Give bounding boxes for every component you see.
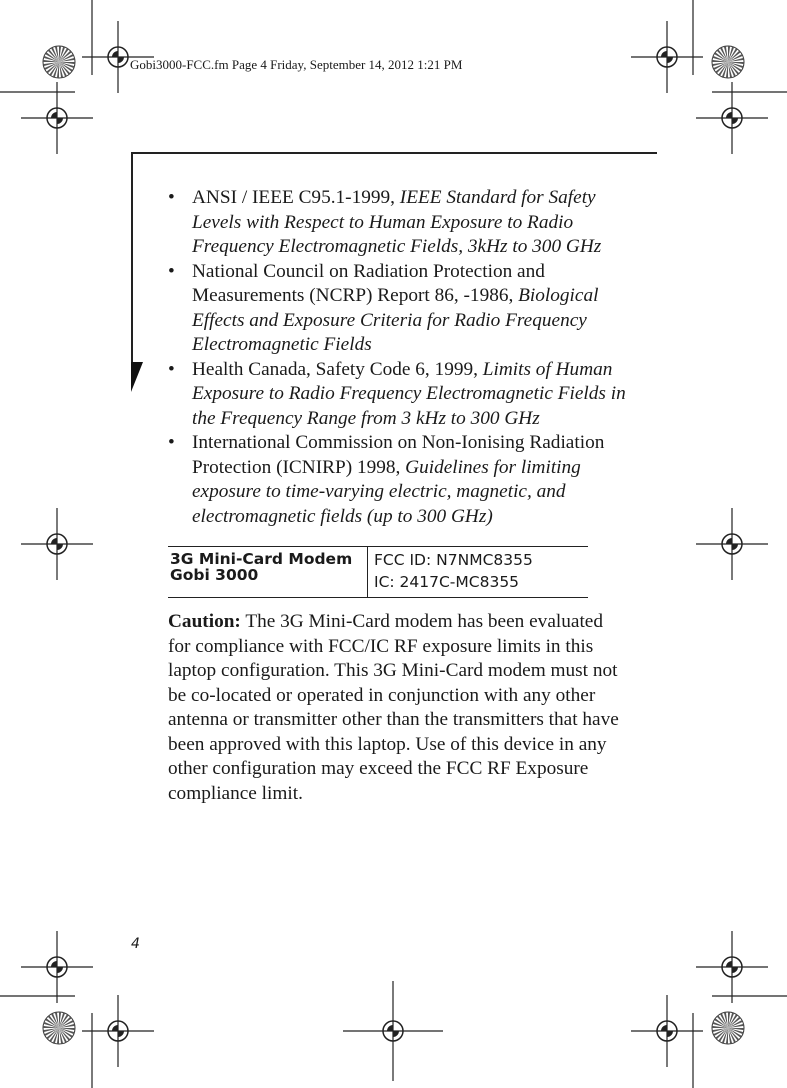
model-cell [168, 547, 368, 598]
crosshair-icon [21, 508, 93, 580]
reference-text: ANSI / IEEE C95.1-1999, [192, 187, 400, 208]
crosshair-icon [631, 995, 703, 1067]
bullet: • [168, 358, 175, 380]
crosshair-icon [343, 981, 443, 1081]
bullet: • [168, 260, 175, 282]
margin-rule [131, 152, 133, 362]
caution-paragraph [168, 610, 623, 806]
star-target-icon [712, 1012, 744, 1044]
reference-title: IEEE Standard for Safety Levels with Respect to Human Exposure to Radio Frequency Electromagnetic Fields, 3kHz to 300 GHz [192, 187, 602, 257]
page-content [168, 186, 628, 825]
reference-title: Limits of Human Exposure to Radio Frequency Electromagnetic Fields in the Frequency Range from 3 kHz to 300 GHz [192, 358, 626, 429]
bullet: • [168, 187, 175, 208]
crosshair-icon [696, 82, 768, 154]
reference-title: Guidelines for limiting exposure to time-varying electric, magnetic, and electromagnetic fields (up to 300 GHz) [192, 456, 581, 527]
reference-text: Health Canada, Safety Code 6, 1999, [192, 358, 483, 380]
caution-label: Caution: [168, 611, 241, 632]
list-item [168, 260, 628, 358]
model-name: 3G Mini-Card Modem [170, 550, 353, 568]
device-id-table [168, 546, 588, 598]
star-target-icon [712, 46, 744, 78]
crosshair-icon [631, 21, 703, 93]
bullet: • [168, 432, 175, 453]
ids-cell [368, 547, 589, 598]
ic-id: IC: 2417C-MC8355 [374, 573, 520, 591]
fcc-id: FCC ID: N7NMC8355 [374, 551, 533, 569]
star-target-icon [43, 46, 75, 78]
file-info-header: Gobi3000-FCC.fm Page 4 Friday, September 14, 2012 1:21 PM [130, 57, 463, 72]
crosshair-icon [21, 82, 93, 154]
list-item [168, 186, 628, 260]
list-item [168, 431, 628, 529]
reference-text: International Commission on Non-Ionising Radiation Protection (ICNIRP) 1998, [192, 432, 605, 478]
caution-text: The 3G Mini-Card modem has been evaluated for compliance with FCC/IC RF exposure limits in this laptop configuration. This 3G Mini-Card modem must not be co-located or operated in conjunction with any other antenna or transmitter other than the transmitters that have been approved with this laptop. Use of this device in any other configuration may exceed the FCC RF Exposure compliance limit. [168, 611, 619, 804]
crosshair-icon [21, 931, 93, 1003]
reference-title: Biological Effects and Exposure Criteria for Radio Frequency Electromagnetic Fields [192, 285, 599, 355]
page-number: 4 [131, 936, 140, 952]
crosshair-icon [696, 931, 768, 1003]
model-variant: Gobi 3000 [170, 566, 259, 584]
top-rule [131, 152, 657, 154]
star-target-icon [43, 1012, 75, 1044]
crosshair-icon [82, 995, 154, 1067]
reference-text: National Council on Radiation Protection and Measurements (NCRP) Report 86, -1986, [192, 260, 545, 306]
margin-wedge [131, 362, 143, 392]
reference-list [168, 186, 628, 529]
list-item [168, 358, 628, 432]
table-row [168, 547, 588, 598]
crosshair-icon [696, 508, 768, 580]
